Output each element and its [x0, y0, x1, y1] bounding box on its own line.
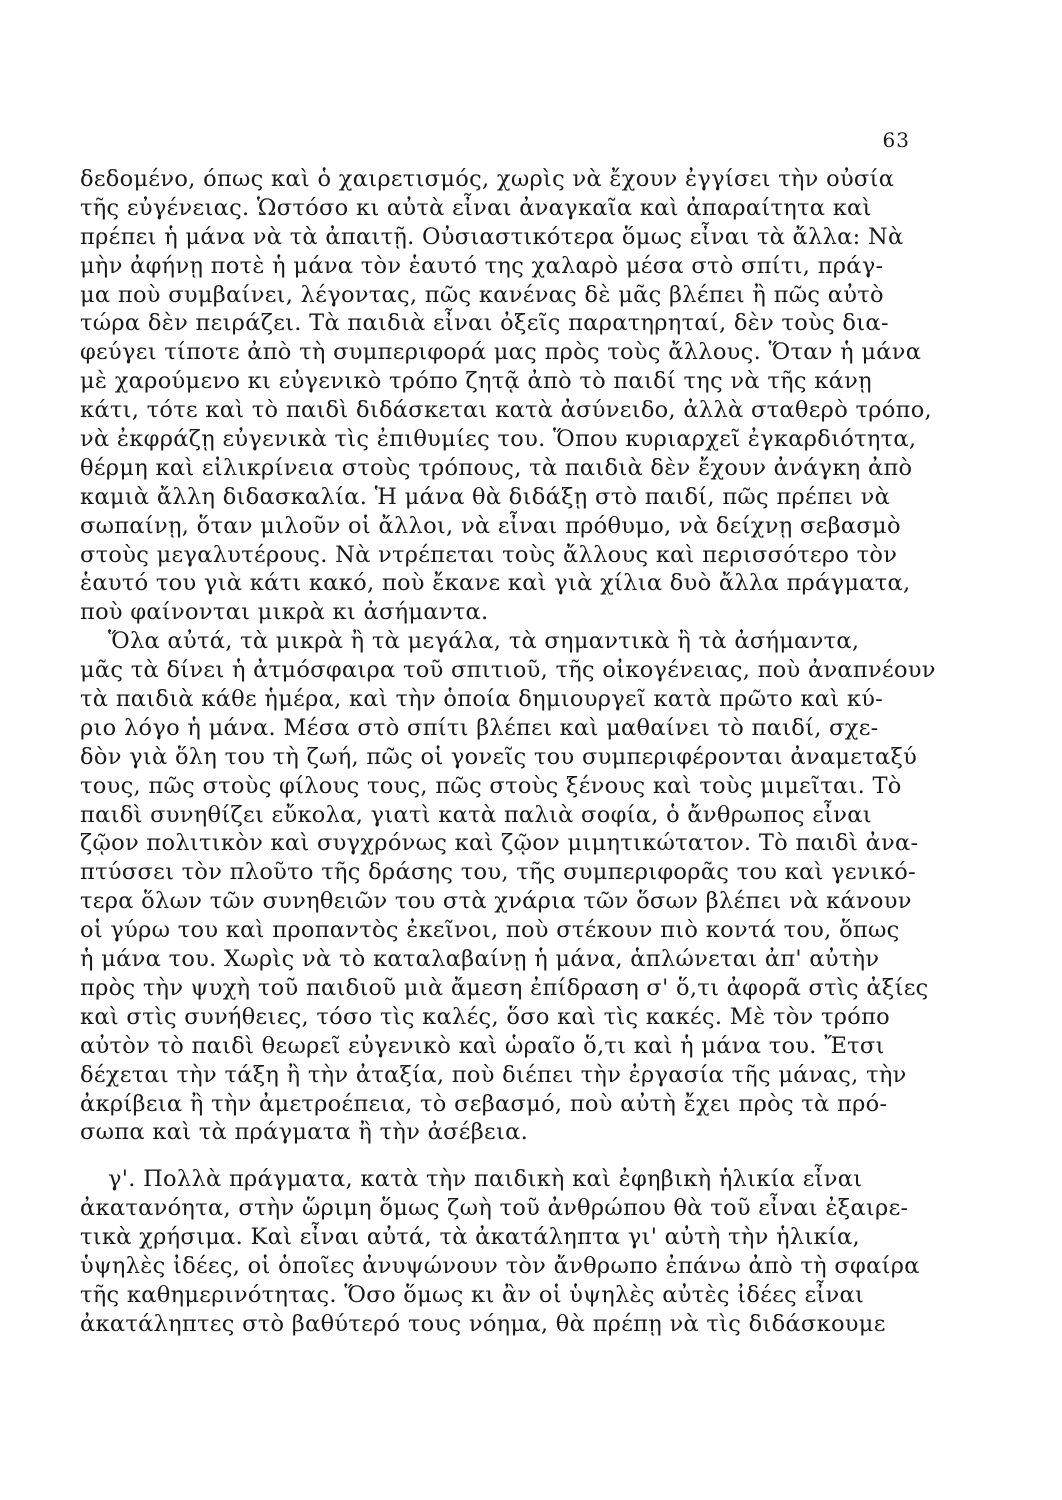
text-line: Ὅλα αὐτά, τὰ μικρὰ ἢ τὰ μεγάλα, τὰ σημαντικὰ ἢ τὰ ἀσήμαντα, [108, 628, 860, 655]
paragraph-2 [80, 627, 960, 1147]
text-line: καὶ στὶς συνήθειες, τόσο τὶς καλές, ὅσο καὶ τὶς κακές. Μὲ τὸν τρόπο [80, 1003, 891, 1030]
paragraph-3 [80, 1165, 960, 1338]
text-line: σωπαίνῃ, ὅταν μιλοῦν οἱ ἄλλοι, νὰ εἶναι πρόθυμο, νὰ δείχνῃ σεβασμὸ [80, 512, 901, 539]
text-line: στοὺς μεγαλυτέρους. Νὰ ντρέπεται τοὺς ἄλλους καὶ περισσότερο τὸν [80, 541, 898, 568]
page-number: 63 [882, 128, 910, 152]
text-line: τῆς εὐγένειας. Ὡστόσο κι αὐτὰ εἶναι ἀναγκαῖα καὶ ἀπαραίτητα καὶ [80, 194, 872, 221]
text-line: δεδομένο, όπως καὶ ὁ χαιρετισμός, χωρὶς νὰ ἔχουν ἐγγίσει τὴν οὐσία [80, 166, 895, 192]
text-line: μὲ χαρούμενο κι εὐγενικὸ τρόπο ζητᾷ ἀπὸ τὸ παιδί της νὰ τῆς κάνῃ [80, 368, 872, 395]
text-line: οἱ γύρω του καὶ προπαντὸς ἐκεῖνοι, ποὺ στέκουν πιὸ κοντά του, ὅπως [80, 917, 900, 944]
body-text [80, 165, 960, 1339]
text-line: δὸν γιὰ ὅλη του τὴ ζωή, πῶς οἱ γονεῖς του συμπεριφέρονται ἀναμεταξύ [80, 743, 918, 770]
paragraph-gap [80, 1147, 960, 1165]
text-line: πρέπει ἡ μάνα νὰ τὰ ἀπαιτῇ. Οὐσιαστικότερα ὅμως εἶναι τὰ ἄλλα: Νὰ [80, 223, 904, 250]
text-line: ἑαυτό του γιὰ κάτι κακό, ποὺ ἔκανε καὶ γιὰ χίλια δυὸ ἄλλα πράγματα, [80, 570, 911, 597]
text-line: ζῷον πολιτικὸν καὶ συγχρόνως καὶ ζῷον μιμητικώτατον. Τὸ παιδὶ ἀνα- [80, 830, 919, 857]
text-line: αὐτὸν τὸ παιδὶ θεωρεῖ εὐγενικὸ καὶ ὡραῖο ὅ,τι καὶ ἡ μάνα του. Ἔτσι [80, 1032, 885, 1059]
text-line: νὰ ἐκφράζῃ εὐγενικὰ τὶς ἐπιθυμίες του. Ὅπου κυριαρχεῖ ἐγκαρδιότητα, [80, 426, 917, 453]
text-line: τὰ παιδιὰ κάθε ἡμέρα, καὶ τὴν ὁποία δημιουργεῖ κατὰ πρῶτο καὶ κύ- [80, 686, 884, 713]
text-line: μᾶς τὰ δίνει ἡ ἀτμόσφαιρα τοῦ σπιτιοῦ, τῆς οἰκογένειας, ποὺ ἀναπνέουν [80, 657, 936, 684]
text-line: ποὺ φαίνονται μικρὰ κι ἀσήμαντα. [80, 599, 489, 626]
text-line: ἀκατάληπτες στὸ βαθύτερό τους νόημα, θὰ πρέπῃ νὰ τὶς διδάσκουμε [80, 1310, 886, 1337]
text-line: καμιὰ ἄλλη διδασκαλία. Ἡ μάνα θὰ διδάξῃ στὸ παιδί, πῶς πρέπει νὰ [80, 483, 891, 510]
text-line: μὴν ἀφήνῃ ποτὲ ἡ μάνα τὸν ἑαυτό της χαλαρὸ μέσα στὸ σπίτι, πράγ- [80, 252, 884, 279]
text-line: τικὰ χρήσιμα. Καὶ εἶναι αὐτά, τὰ ἀκατάληπτα γι' αὐτὴ τὴν ἡλικία, [80, 1224, 860, 1251]
text-line: κάτι, τότε καὶ τὸ παιδὶ διδάσκεται κατὰ ἀσύνειδο, ἀλλὰ σταθερὸ τρόπο, [80, 397, 933, 424]
text-line: θέρμη καὶ εἰλικρίνεια στοὺς τρόπους, τὰ παιδιὰ δὲν ἔχουν ἀνάγκη ἀπὸ [80, 454, 913, 481]
paragraph-1 [80, 165, 960, 627]
text-line: τῆς καθημερινότητας. Ὅσο ὅμως κι ἂν οἱ ὑψηλὲς αὐτὲς ἰδέες εἶναι [80, 1281, 865, 1308]
text-line: φεύγει τίποτε ἀπὸ τὴ συμπεριφορά μας πρὸς τοὺς ἄλλους. Ὅταν ἡ μάνα [80, 339, 922, 366]
text-line: μα ποὺ συμβαίνει, λέγοντας, πῶς κανένας δὲ μᾶς βλέπει ἢ πῶς αὐτὸ [80, 281, 884, 308]
text-line: ἀκρίβεια ἢ τὴν ἀμετροέπεια, τὸ σεβασμό, ποὺ αὐτὴ ἔχει πρὸς τὰ πρό- [80, 1090, 888, 1117]
text-line: ἡ μάνα του. Χωρὶς νὰ τὸ καταλαβαίνῃ ἡ μάνα, ἁπλώνεται ἀπ' αὐτὴν [80, 946, 880, 973]
text-line: τώρα δὲν πειράζει. Τὰ παιδιὰ εἶναι ὀξεῖς παρατηρηταί, δὲν τοὺς δια- [80, 310, 889, 337]
text-line: σωπα καὶ τὰ πράγματα ἢ τὴν ἀσέβεια. [80, 1119, 529, 1146]
text-line: πρὸς τὴν ψυχὴ τοῦ παιδιοῦ μιὰ ἄμεση ἐπίδραση σ' ὅ,τι ἀφορᾶ στὶς ἀξίες [80, 974, 929, 1001]
text-line: δέχεται τὴν τάξη ἢ τὴν ἀταξία, ποὺ διέπει τὴν ἐργασία τῆς μάνας, τὴν [80, 1061, 907, 1088]
text-line: τους, πῶς στοὺς φίλους τους, πῶς στοὺς ξένους καὶ τοὺς μιμεῖται. Τὸ [80, 772, 902, 799]
text-line: ριο λόγο ἡ μάνα. Μέσα στὸ σπίτι βλέπει καὶ μαθαίνει τὸ παιδί, σχε- [80, 714, 879, 741]
text-line: ἀκατανόητα, στὴν ὥριμη ὅμως ζωὴ τοῦ ἀνθρώπου θὰ τοῦ εἶναι ἐξαιρε- [80, 1195, 909, 1222]
text-line: παιδὶ συνηθίζει εὔκολα, γιατὶ κατὰ παλιὰ σοφία, ὁ ἄνθρωπος εἶναι [80, 801, 872, 828]
text-line: γ'. Πολλὰ πράγματα, κατὰ τὴν παιδικὴ καὶ ἐφηβικὴ ἡλικία εἶναι [108, 1166, 863, 1193]
text-line: ὑψηλὲς ἰδέες, οἱ ὁποῖες ἀνυψώνουν τὸν ἄνθρωπο ἐπάνω ἀπὸ τὴ σφαίρα [80, 1252, 920, 1279]
text-line: πτύσσει τὸν πλοῦτο τῆς δράσης του, τῆς συμπεριφορᾶς του καὶ γενικό- [80, 859, 916, 886]
text-line: τερα ὅλων τῶν συνηθειῶν του στὰ χνάρια τῶν ὅσων βλέπει νὰ κάνουν [80, 888, 912, 915]
